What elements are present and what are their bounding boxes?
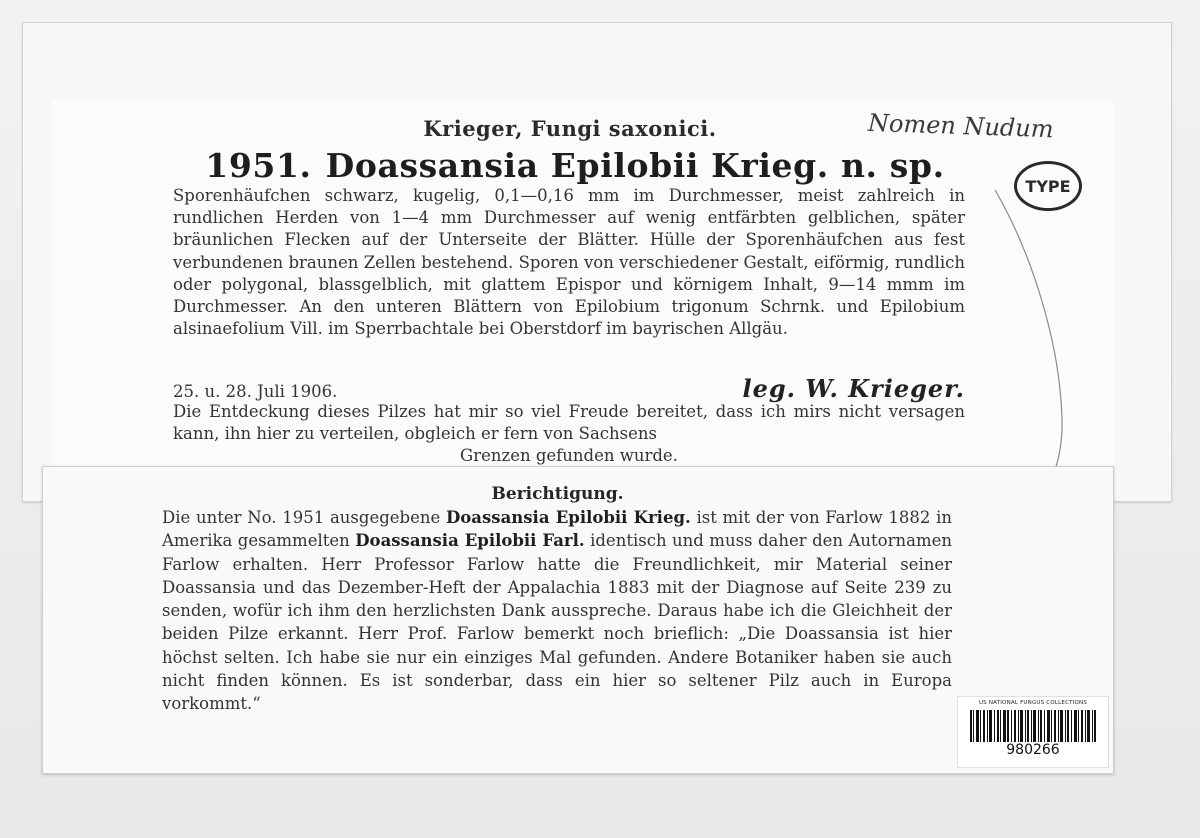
barcode-label — [957, 696, 1109, 768]
correction-rest: identisch und muss daher den Autornamen Farlow erhalten. Herr Professor Farlow hatte die Freundlichkeit, mir Material seiner Doassansia und das Dezember-Heft der Appalachia 1883 mit der Diagnose auf Seite 239 zu senden, wofür ich ihm den herzlichsten Dank ausspreche. Daraus habe ich die Gleichheit der beiden Pilze erkannt. Herr Prof. Farlow bemerkt noch brieflich: „Die Doassansia ist hier höchst selten. Ich habe sie nur ein einziges Mal gefunden. Andere Botaniker haben sie auch nicht finden können. Es ist sonderbar, dass ein hier so seltener Pilz auch in Europa vorkommt.“ — [162, 531, 953, 714]
barcode-caption: US NATIONAL FUNGUS COLLECTIONS — [978, 700, 1088, 706]
type-stamp: TYPE — [1014, 161, 1082, 211]
correction-mid: ist mit der von Farlow 1882 in Amerika gesammelten — [162, 508, 953, 551]
catalog-number: 980266 — [1006, 742, 1060, 758]
correction-intro: Die unter No. 1951 ausgegebene — [162, 508, 441, 527]
note-text: Die Entdeckung dieses Pilzes hat mir so viel Freude bereitet, dass ich mirs nicht versagen kann, ihn hier zu verteilen, obgleich er fern von Sachsens — [173, 402, 965, 444]
series-header: Krieger, Fungi saxonici. — [423, 116, 717, 141]
collection-date: 25. u. 28. Juli 1906. — [173, 382, 338, 401]
collector-note — [173, 401, 965, 468]
exsiccata-number: 1951. — [205, 146, 312, 185]
barcode-image — [970, 710, 1096, 742]
species-name: Doassansia Epilobii Krieg. n. sp. — [325, 146, 945, 185]
description-text: Sporenhäufchen schwarz, kugelig, 0,1—0,16 mm im Durchmesser, meist zahlreich in rundlichen Herden von 1—4 mm Durchmesser auf wenig entfärbten gelblichen, später bräunlichen Flecken auf der Unterseite der Blätter. Hülle der Sporenhäufchen aus fest verbundenen braunen Zellen bestehend. Sporen von verschiedener Gestalt, eiförmig, rundlich oder polygonal, blassgelblich, mit glattem Epispor und körnigem Inhalt, 9—14 mmm im Durchmesser. An den unteren Blättern von Epilobium trigonum Schrnk. und Epilobium alsinaefolium Vill. im Sperrbachtale bei Oberstdorf im bayrischen Allgäu. — [173, 186, 965, 339]
collection-row — [173, 374, 965, 403]
species-title — [0, 146, 1150, 185]
collector-name: leg. W. Krieger. — [742, 374, 965, 403]
correction-heading: Berichtigung. — [491, 484, 624, 504]
handwritten-annotation: Nomen Nudum — [867, 108, 1054, 144]
correction-text — [162, 506, 952, 716]
species-name-farlow: Doassansia Epilobii Farl. — [355, 531, 585, 551]
correction-paragraph — [162, 506, 952, 716]
note-text-last: Grenzen gefunden wurde. — [460, 446, 678, 466]
species-name-krieger: Doassansia Epilobii Krieg. — [445, 508, 691, 527]
species-description — [173, 185, 965, 340]
